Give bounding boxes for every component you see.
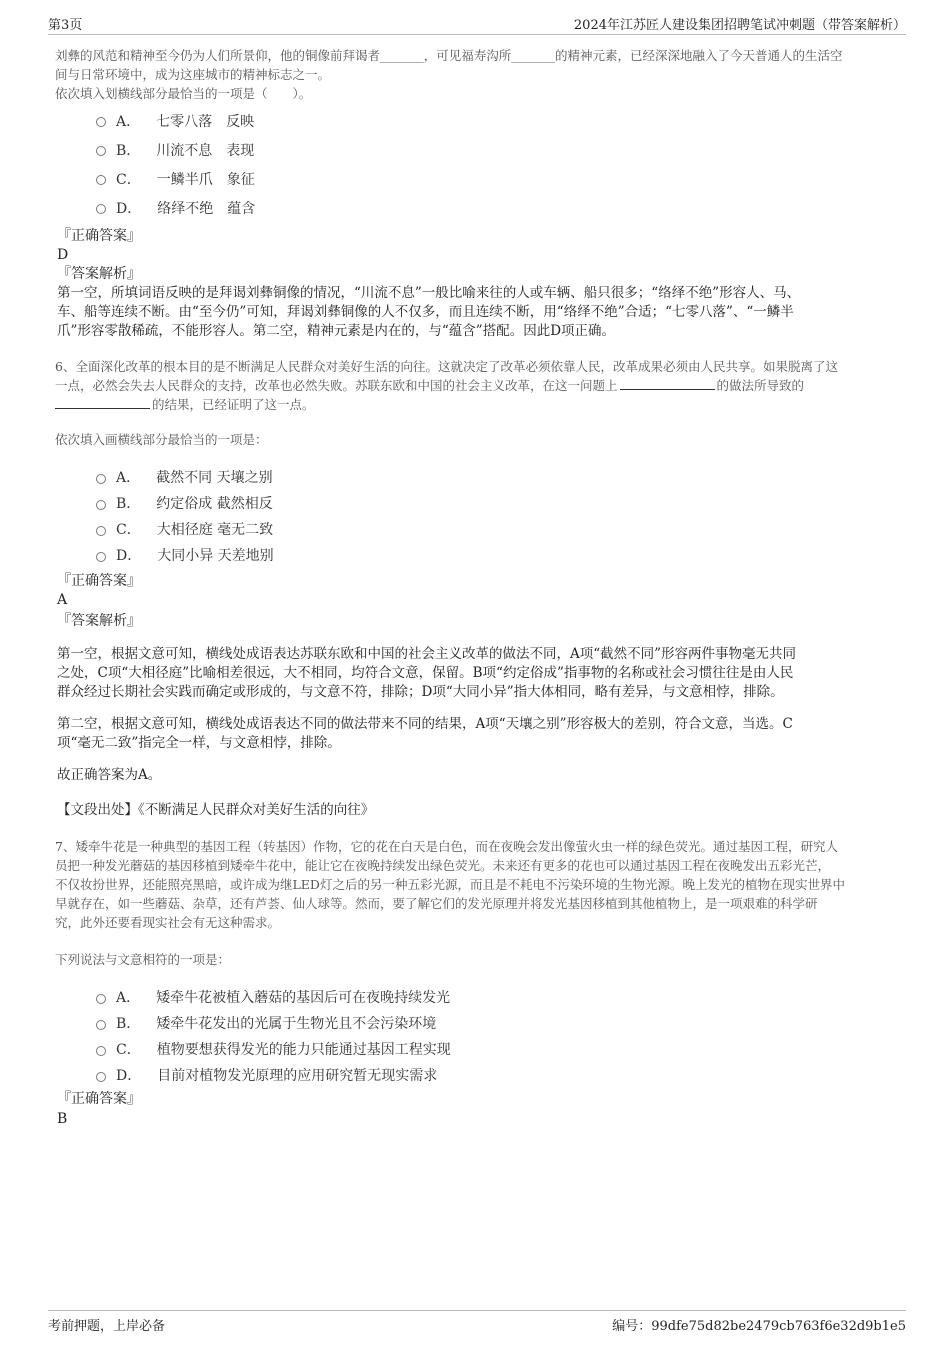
question-6-stem: 6、全面深化改革的根本目的是不断满足人民群众对美好生活的向往。这就决定了改革必须依靠人民，改革成果必须由人民共享。如果脱离了这 一点，必然会失去人民群众的支持，改革也必然失败。苏联东欧和中国的社会主义改革，在这一问题上 的做法所导致的 的结果，已经证明了这一点。 (55, 359, 838, 412)
fill-blank (55, 396, 150, 409)
radio-icon[interactable] (96, 994, 106, 1004)
radio-icon[interactable] (96, 204, 106, 214)
page-number: 第3页 (48, 18, 83, 33)
option-b[interactable]: B． 川流不息 表现 (96, 135, 255, 164)
answer-value: B (57, 1111, 68, 1127)
question-7-prompt: 下列说法与文意相符的一项是： (55, 952, 231, 967)
option-d[interactable]: D． 大同小异 天差地别 (96, 542, 274, 568)
page-footer (48, 1310, 906, 1335)
answer-block (57, 227, 141, 284)
option-a[interactable]: A． 矮牵牛花被植入蘑菇的基因后可在夜晚持续发光 (96, 984, 451, 1010)
page-header (48, 12, 906, 35)
radio-icon[interactable] (96, 146, 106, 156)
option-d[interactable]: D． 目前对植物发光原理的应用研究暂无现实需求 (96, 1062, 451, 1088)
analysis-paragraph-2: 第二空，根据文意可知，横线处成语表达不同的做法带来不同的结果，A项“天壤之别”形容极大的差别，符合文意，当选。C 项“毫无二致”指完全一样，与文意相悖，排除。 (57, 716, 793, 751)
analysis-paragraph-1: 第一空，根据文意可知，横线处成语表达苏联东欧和中国的社会主义改革的做法不同，A项“截然不同”形容两件事物毫无共同 之处，C项“大相径庭”比喻相差很远，大不相同，均符合文意，保留。B项“约定俗成”指事物的名称或社会习惯往往是由人民 群众经过长期社会实践而确定或形成的，与文意不符，排除；D项“大同小异”指大体相同，略有差异，与文意相悖，排除。 (57, 646, 797, 700)
radio-icon[interactable] (96, 1072, 106, 1082)
option-b[interactable]: B． 矮牵牛花发出的光属于生物光且不会污染环境 (96, 1010, 451, 1036)
question-7-options (96, 984, 451, 1088)
option-a[interactable]: A． 七零八落 反映 (96, 106, 255, 135)
option-b[interactable]: B． 约定俗成 截然相反 (96, 490, 274, 516)
option-d[interactable]: D． 络绎不绝 蕴含 (96, 193, 255, 222)
answer-value: D (57, 247, 69, 263)
document-title: 2024年江苏匠人建设集团招聘笔试冲刺题（带答案解析） (573, 18, 906, 33)
radio-icon[interactable] (96, 1020, 106, 1030)
option-c[interactable]: C． 一鳞半爪 象征 (96, 164, 255, 193)
radio-icon[interactable] (96, 1046, 106, 1056)
options-list (96, 106, 255, 222)
radio-icon[interactable] (96, 175, 106, 185)
analysis-label: 『答案解析』 (57, 266, 141, 282)
radio-icon[interactable] (96, 117, 106, 127)
fill-blank (620, 377, 715, 390)
answer-label: 『正确答案』 (57, 228, 141, 244)
answer-label: 『正确答案』 (57, 573, 141, 589)
option-c[interactable]: C． 植物要想获得发光的能力只能通过基因工程实现 (96, 1036, 451, 1062)
question-6-prompt: 依次填入画横线部分最恰当的一项是： (55, 432, 268, 447)
source-citation: 【文段出处】《不断满足人民群众对美好生活的向往》 (57, 802, 375, 818)
document-id: 编号：99dfe75d82be2479cb763f6e32d9b1e5 (612, 1319, 906, 1334)
analysis-text: 第一空，所填词语反映的是拜谒刘彝铜像的情况，“川流不息”一般比喻来往的人或车辆、船只很多；“络绎不绝”形容人、马、 车、船等连续不断。由“至今仍”可知，拜谒刘彝铜像的人不仅多，而且连续不断，用“络绎不绝”合适；“七零八落”、“一鳞半 爪”形容零散稀疏，不能形容人。第二空，精神元素是内在的，与“蕴含”搭配。因此D项正确。 (57, 285, 801, 339)
answer-value: A (57, 592, 68, 608)
question-7-stem: 7、矮牵牛花是一种典型的基因工程（转基因）作物，它的花在白天是白色，而在夜晚会发出像萤火虫一样的绿色荧光。通过基因工程，研究人 员把一种发光蘑菇的基因移植到矮牵牛花中，能让它在夜晚持续发出绿色荧光。未来还有更多的花也可以通过基因工程在夜晚发出五彩光芒， 不仅妆扮世界，还能照亮黑暗，或许成为继LED灯之后的另一种五彩光源，而且是不耗电不污染环境的生物光源。晚上发光的植物在现实世界中 早就存在，如一些蘑菇、杂草，还有芦荟、仙人球等。然而，要了解它们的发光原理并将发光基因移植到其他植物上，是一项艰难的科学研 究，此外还要看现实社会有无这种需求。 (55, 839, 845, 930)
radio-icon[interactable] (96, 526, 106, 536)
question-6-options (96, 464, 274, 568)
option-c[interactable]: C． 大相径庭 毫无二致 (96, 516, 274, 542)
radio-icon[interactable] (96, 500, 106, 510)
radio-icon[interactable] (96, 474, 106, 484)
radio-icon[interactable] (96, 552, 106, 562)
analysis-conclusion: 故正确答案为A。 (57, 767, 162, 783)
question-prompt: 依次填入划横线部分最恰当的一项是（ ）。 (55, 86, 312, 101)
question-stem: 刘彝的风范和精神至今仍为人们所景仰，他的铜像前拜谒者_______，可见福寿沟所_______的精神元素，已经深深地融入了今天普通人的生活空 间与日常环境中，成为这座城市的精神标志之一。 依次填入划横线部分最恰当的一项是（ ）。 (55, 46, 905, 103)
footer-slogan: 考前押题，上岸必备 (48, 1319, 166, 1334)
analysis-label: 『答案解析』 (57, 613, 141, 629)
answer-label: 『正确答案』 (57, 1091, 141, 1107)
option-a[interactable]: A． 截然不同 天壤之别 (96, 464, 274, 490)
